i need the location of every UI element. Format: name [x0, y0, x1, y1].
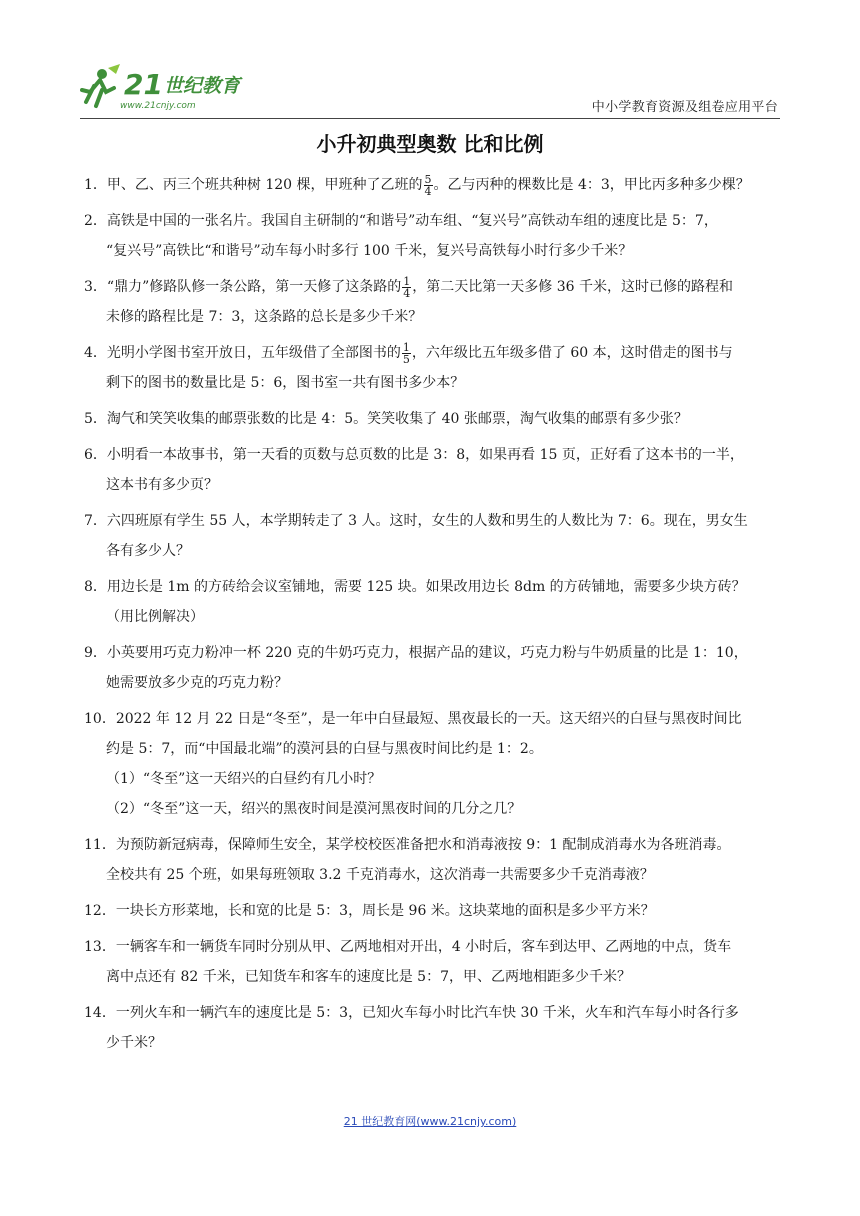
question-11: 11．为预防新冠病毒，保障师生安全，某学校校医准备把水和消毒液按 9：1 配制成消毒水为各班消毒。 全校共有 25 个班，如果每班领取 3.2 千克消毒水，这次消毒一共需要多少千克消毒液？: [84, 837, 731, 883]
sub-question-1: （1）“冬至”这一天绍兴的白昼约有几小时？: [106, 771, 382, 787]
question-number: 5．: [84, 411, 107, 427]
question-number: 9．: [84, 645, 107, 661]
svg-text:世纪教育: 世纪教育: [164, 75, 241, 97]
page-title: 小升初典型奥数 比和比例: [316, 132, 544, 156]
page-footer: [0, 1113, 860, 1129]
question-2: 2．高铁是中国的一张名片。我国自主研制的“和谐号”动车组、“复兴号”高铁动车组的速度比是 5：7， “复兴号”高铁比“和谐号”动车每小时多行 100 千米，复兴号高铁每小时行多少千米？: [84, 213, 718, 259]
question-number: 12．: [84, 903, 116, 919]
question-4: 4．光明小学图书室开放日，五年级借了全部图书的 $\frac{1}{5}$ ，六年级比五年级多借了 60 本，这时借走的图书与 剩下的图书的数量比是 5：6，图书室一共有图书多少本？: [84, 340, 733, 391]
question-number: 14．: [84, 1005, 116, 1021]
question-number: 10．: [84, 711, 116, 727]
sub-question-2: （2）“冬至”这一天，绍兴的黑夜时间是漠河黑夜时间的几分之几？: [106, 801, 522, 817]
question-12: 12．一块长方形菜地，长和宽的比是 5：3，周长是 96 米。这块菜地的面积是多少平方米？: [84, 903, 655, 919]
question-number: 4．: [84, 345, 107, 361]
question-8: 8．用边长是 1m 的方砖给会议室铺地，需要 125 块。如果改用边长 8dm 的方砖铺地，需要多少块方砖？ （用比例解决）: [84, 579, 746, 625]
question-list: [84, 170, 784, 1064]
question-number: 1．: [84, 177, 107, 193]
question-13: 13．一辆客车和一辆货车同时分别从甲、乙两地相对开出，4 小时后，客车到达甲、乙两地的中点，货车 离中点还有 82 千米，已知货车和客车的速度比是 5：7，甲、乙两地相距多少千米？: [84, 939, 732, 985]
question-number: 13．: [84, 939, 116, 955]
question-number: 6．: [84, 447, 107, 463]
question-number: 3．: [84, 279, 107, 295]
question-number: 11．: [84, 837, 116, 853]
footer-link[interactable]: 21 世纪教育网(www.21cnjy.com): [343, 1115, 517, 1128]
fraction: $\frac{1}{5}$: [402, 340, 410, 366]
question-3: 3．“鼎力”修路队修一条公路，第一天修了这条路的 $\frac{1}{4}$ ，第二天比第一天多修 36 千米，这时已修的路程和 未修的路程比是 7：3，这条路的总长是多少千米？: [84, 274, 733, 325]
svg-text:www.21cnjy.com: www.21cnjy.com: [120, 101, 196, 111]
question-1: 1．甲、乙、丙三个班共种树 120 棵，甲班种了乙班的 $\frac{5}{4}$ 。乙与丙种的棵数比是 4：3，甲比丙多种多少棵？: [84, 172, 750, 198]
site-logo[interactable]: [80, 62, 255, 112]
question-10: 10．2022 年 12 月 22 日是“冬至”，是一年中白昼最短、黑夜最长的一天。这天绍兴的白昼与黑夜时间比 约是 5：7，而“中国最北端”的漠河县的白昼与黑夜时间比约是 1：2。 （1）“冬至”这一天绍兴的白昼约有几小时？ （2）“冬至”这一天，绍兴的黑夜时间是漠河黑夜时间的几分之几？: [84, 711, 742, 817]
question-number: 7．: [84, 513, 107, 529]
question-6: 6．小明看一本故事书，第一天看的页数与总页数的比是 3：8，如果再看 15 页，正好看了这本书的一半， 这本书有多少页？: [84, 447, 744, 493]
svg-text:21: 21: [124, 68, 163, 101]
question-5: 5．淘气和笑笑收集的邮票张数的比是 4：5。笑笑收集了 40 张邮票，淘气收集的邮票有多少张？: [84, 411, 688, 427]
question-number: 2．: [84, 213, 107, 229]
question-9: 9．小英要用巧克力粉冲一杯 220 克的牛奶巧克力，根据产品的建议，巧克力粉与牛奶质量的比是 1：10， 她需要放多少克的巧克力粉？: [84, 645, 748, 691]
platform-name: 中小学教育资源及组卷应用平台: [591, 100, 778, 115]
question-14: 14．一列火车和一辆汽车的速度比是 5：3，已知火车每小时比汽车快 30 千米，火车和汽车每小时各行多 少千米？: [84, 1005, 739, 1051]
question-number: 8．: [84, 579, 107, 595]
question-7: 7．六四班原有学生 55 人，本学期转走了 3 人。这时，女生的人数和男生的人数比为 7：6。现在，男女生 各有多少人？: [84, 513, 748, 559]
page-header: [80, 62, 780, 122]
runner-logo-icon: [80, 62, 255, 112]
fraction: $\frac{1}{4}$: [403, 274, 411, 300]
header-divider: [80, 118, 780, 119]
fraction: $\frac{5}{4}$: [424, 172, 432, 198]
